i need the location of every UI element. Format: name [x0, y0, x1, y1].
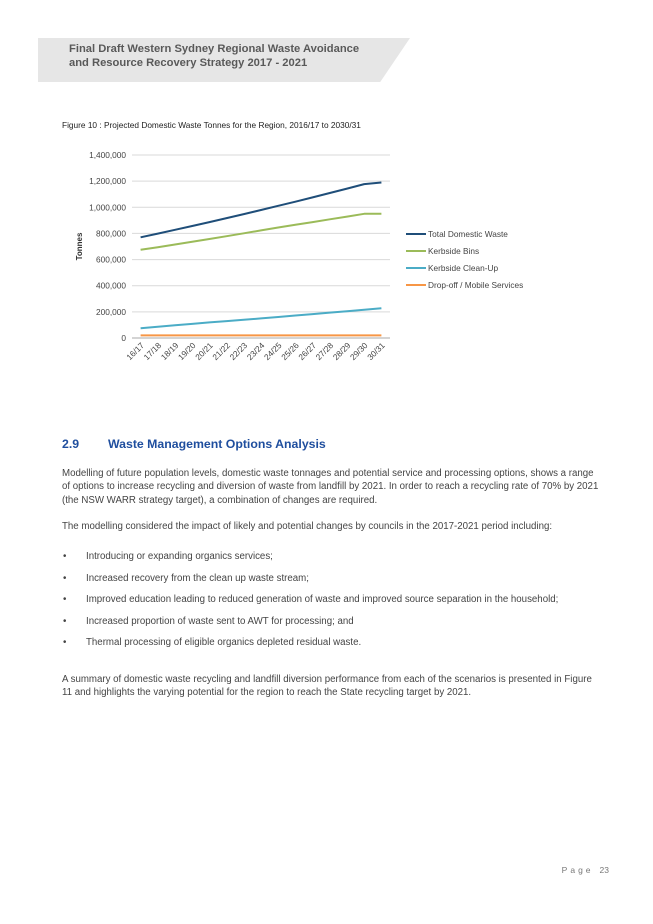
section-title: Waste Management Options Analysis [108, 437, 326, 451]
bullet-item: • Increased proportion of waste sent to AWT for processing; and [62, 615, 602, 628]
legend-label: Total Domestic Waste [428, 229, 508, 239]
series-line [141, 214, 382, 250]
x-tick-label: 28/29 [330, 340, 353, 363]
bullet-item: • Thermal processing of eligible organics depleted residual waste. [62, 636, 602, 649]
x-tick-label: 25/26 [279, 340, 301, 363]
paragraph-1: Modelling of future population levels, domestic waste tonnages and potential service and processing options, shows a range of options to increase recycling and diversion of waste from landfill by 2021. In order to reach a recycling rate of 70% by 2021 (the NSW WARR strategy target), a combination of changes are required. [62, 468, 599, 506]
y-tick-label: 0 [121, 333, 126, 343]
x-tick-label: 27/28 [313, 340, 336, 363]
line-chart [70, 145, 540, 385]
series-line [141, 308, 382, 328]
x-tick-label: 17/18 [141, 340, 164, 363]
x-tick-label: 18/19 [158, 340, 181, 363]
x-tick-label: 26/27 [296, 340, 319, 363]
x-tick-label: 23/24 [244, 340, 267, 363]
x-tick-label: 24/25 [261, 340, 284, 363]
x-tick-label: 16/17 [124, 340, 147, 363]
y-tick-label: 400,000 [96, 280, 126, 291]
figure-caption: Figure 10 : Projected Domestic Waste Tonnes for the Region, 2016/17 to 2030/31 [62, 120, 361, 130]
legend-label: Drop-off / Mobile Services [428, 280, 524, 290]
y-tick-label: 1,400,000 [89, 150, 126, 160]
legend-label: Kerbside Clean-Up [428, 263, 499, 273]
series-line [141, 183, 382, 238]
x-tick-label: 22/23 [227, 340, 250, 363]
y-tick-label: 1,200,000 [89, 176, 126, 187]
legend-label: Kerbside Bins [428, 246, 480, 256]
section-heading [62, 437, 326, 451]
paragraph-2: The modelling considered the impact of likely and potential changes by councils in the 2017-2021 period including: [62, 521, 553, 532]
y-tick-label: 200,000 [96, 306, 126, 317]
y-tick-label: 800,000 [96, 228, 126, 239]
page-footer [562, 865, 609, 875]
x-tick-label: 29/30 [347, 340, 370, 363]
page-label: Page [561, 865, 594, 875]
bullet-list [62, 550, 602, 658]
x-tick-label: 30/31 [365, 340, 387, 363]
x-tick-label: 19/20 [175, 340, 198, 363]
y-tick-label: 1,000,000 [89, 202, 126, 213]
bullet-item: • Introducing or expanding organics services; [62, 550, 602, 563]
page-number: 23 [599, 865, 609, 875]
document-title-line2: and Resource Recovery Strategy 2017 - 2021 [69, 57, 308, 69]
section-number: 2.9 [62, 437, 80, 451]
y-tick-label: 600,000 [96, 254, 126, 265]
document-title-line1: Final Draft Western Sydney Regional Waste Avoidance [69, 43, 360, 55]
bullet-item: • Increased recovery from the clean up waste stream; [62, 572, 602, 585]
bullet-item: • Improved education leading to reduced generation of waste and improved source separation in the household; [62, 593, 602, 606]
paragraph-3: A summary of domestic waste recycling and landfill diversion performance from each of the scenarios is presented in Figure 11 and highlights the varying potential for the region to reach the State recycling target by 2021. [62, 674, 592, 699]
y-axis-title: Tonnes [75, 232, 84, 261]
x-tick-label: 20/21 [193, 340, 215, 363]
document-title [69, 42, 389, 70]
x-tick-label: 21/22 [210, 340, 233, 363]
